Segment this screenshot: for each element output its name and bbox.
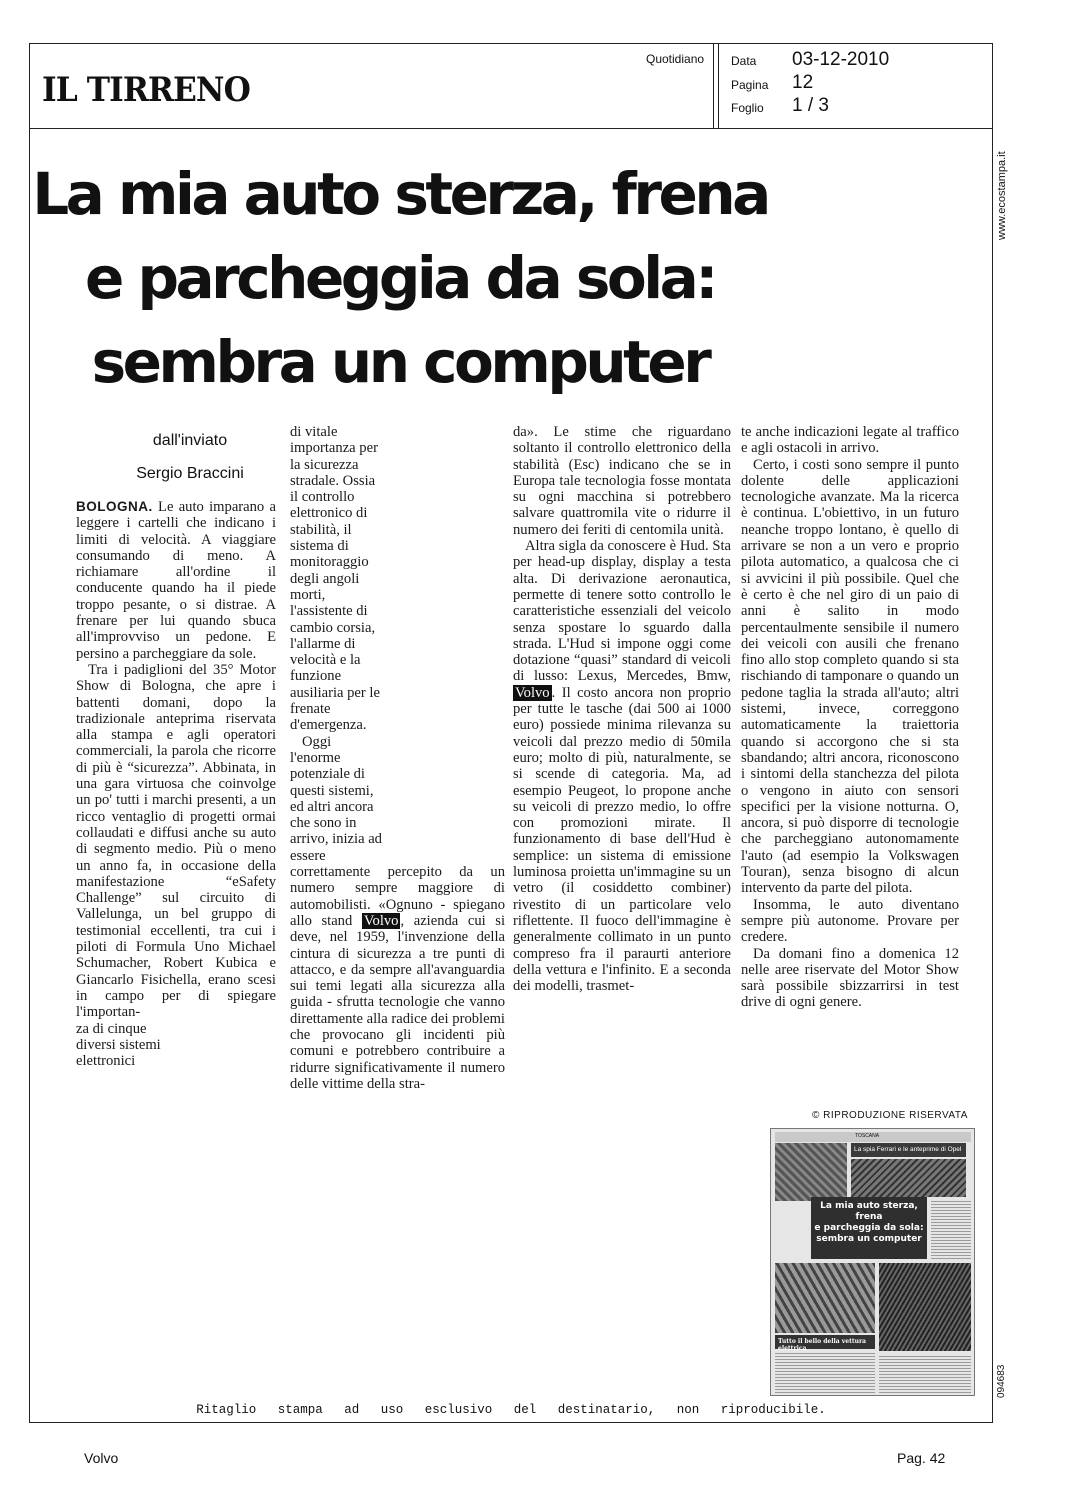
headline-line-2: e parcheggia da sola: [85, 244, 715, 312]
thumbnail-header-bar [775, 1132, 971, 1142]
meta-page-label: Pagina [731, 78, 769, 92]
thumbnail-headline-line: sembra un computer [816, 1234, 922, 1244]
byline-intro: dall'inviato [152, 432, 228, 449]
highlighted-keyword: Volvo [363, 912, 399, 929]
meta-sheet-label: Foglio [731, 101, 764, 115]
article-column-1 [76, 499, 276, 1069]
header-divider-v1 [713, 43, 714, 128]
paragraph-text: Le auto imparano a leggere i cartelli che indicano i limiti di velocità. A viaggiare consumando di meno. A richiamare all'ordine il conducente quando ha il piede troppo pesante, o si distrae. A frenare per lui quando sbuca all'improvviso un pedone. E persino a parcheggiare da sole. [76, 499, 276, 662]
paragraph: da». Le stime che riguardano soltanto il controllo elettronico della stabilità (Esc) indicano che se in Europa tale tecnologia fosse montata su ogni macchina si potrebbero salvare quattromila vite o ridurre il numero dei feriti di centomila unità. [513, 424, 731, 538]
thumbnail-text-block [879, 1355, 971, 1393]
meta-data-value: 03-12-2010 [792, 49, 890, 70]
thumbnail-photo [775, 1263, 875, 1333]
thumbnail-photo [879, 1263, 971, 1351]
sidebar-website: www.ecostampa.it [996, 151, 1008, 240]
meta-data-label: Data [731, 54, 757, 68]
dateline: BOLOGNA. [76, 499, 153, 514]
article-column-3 [513, 424, 731, 994]
highlighted-keyword: Volvo [515, 684, 550, 701]
paragraph: Da domani fino a domenica 12 nelle aree riservate del Motor Show sarà possibile sbizzarrirsi in test drive di ogni genere. [741, 945, 959, 1011]
paragraph-text: . Il costo ancora non proprio per tutte le tasche (dai 500 ai 1000 euro) possiede minima rilevanza su veicoli dal prezzo medio di 50mila euro; molto di più, naturalmente, se si scende di categoria. Ma, ad esempio Peugeot, lo propone anche su veicoli di prezzo medio, lo offre con promozioni mirate. Il funzionamento di base dell'Hud è semplice: un sistema di emissione luminosa proietta un'immagine su un vetro (il cosiddetto combiner) rivestito di un particolare velo riflettente. Il fuoco dell'immagine è generalmente collimato in un punto compreso fra il paraurti anteriore della vettura e l'infinito. E a seconda dei modelli, trasmet- [513, 684, 731, 995]
paragraph-narrow: Oggi l'enorme potenziale di questi sistemi, ed altri ancora che sono in arrivo, inizia ad essere [290, 733, 382, 864]
paragraph: Insomma, le auto diventano sempre più autonome. Provare per credere. [741, 896, 959, 946]
thumbnail-headline [811, 1197, 927, 1259]
thumbnail-banner: Tutto il bello della vettura elettrica [775, 1335, 875, 1349]
paragraph-narrow: di vitale importanza per la sicurezza stradale. Ossia il controllo elettronico di stabilità, il sistema di monitoraggio degli angoli morti, l'assistente di cambio corsia, l'allarme di velocità e la funzione ausiliaria per le frenate d'emergenza. [290, 424, 380, 734]
paragraph: Tra i padiglioni del 35° Motor Show di Bologna, che apre i battenti domani, dopo la tradizionale anteprima riservata alla stampa e agli operatori commerciali, la parola che ricorre di più è “sicurezza”. Abbinata, in una gara virtuosa che coinvolge un po' tutti i marchi presenti, a un ricco ventaglio di progetti ormai collaudati e diffusi anche su auto di segmento medio. Più o meno un anno fa, in occasione della manifestazione “eSafety Challenge” sul circuito di Vallelunga, un bel gruppo di testimonial eccellenti, tra cui i piloti di Formula Uno Michael Schumacher, Robert Kubica e Giancarlo Fisichella, erano scesi in campo per di spiegare l'importan- [76, 661, 276, 1021]
footer-page-number: Pag. 42 [897, 1450, 946, 1466]
thumbnail-headline-line: e parcheggia da sola: [814, 1223, 924, 1233]
headline [30, 152, 770, 404]
paragraph-text: , azienda cui si deve, nel 1959, l'invenzione della cintura di sicurezza a tre punti di attacco, e da sempre all'avanguardia sui temi legati alla sicurezza alla guida - sfrutta tecnologie che vanno direttamente alla radice dei problemi che provocano gli incidenti più comuni e potrebbero contribuire a ridurre significativamente il numero delle vittime della stra- [290, 912, 506, 1092]
page-thumbnail [770, 1128, 975, 1396]
paragraph: te anche indicazioni legate al traffico e agli ostacoli in arrivo. [741, 424, 959, 457]
meta-sheet-value: 1 / 3 [792, 95, 829, 116]
copyright-notice: © RIPRODUZIONE RISERVATA [812, 1110, 968, 1121]
article-column-4 [741, 424, 959, 1011]
header-divider-v2 [718, 43, 719, 128]
header-divider [29, 128, 993, 129]
paragraph-tail: za di cinque diversi sistemi elettronici [76, 1020, 161, 1070]
headline-line-3: sembra un computer [91, 328, 709, 396]
sidebar-code: 094683 [996, 1364, 1007, 1398]
article-column-2 [290, 424, 505, 1092]
paragraph [513, 538, 731, 994]
thumbnail-section: TOSCANA [855, 1133, 880, 1139]
paragraph [290, 864, 505, 1092]
thumbnail-headline-line: La mia auto sterza, frena [820, 1201, 918, 1222]
byline-author: Sergio Braccini [136, 465, 244, 482]
thumbnail-photo [851, 1159, 966, 1197]
masthead: IL TIRRENO [42, 70, 250, 110]
footer-client: Volvo [84, 1450, 119, 1466]
paragraph [76, 499, 276, 662]
clipping-notice: Ritaglio stampa ad uso esclusivo del destinatario, non riproducibile. [196, 1403, 826, 1417]
publication-type: Quotidiano [646, 52, 705, 66]
thumbnail-banner: La spia Ferrari e le anteprime di Opel [851, 1143, 966, 1157]
paragraph-text: correttamente percepito da un numero sempre maggiore di automobilisti. «Ognuno - spiegano allo stand [290, 864, 505, 929]
paragraph-text: Altra sigla da conoscere è Hud. Sta per head-up display, display a testa alta. Di derivazione aeronautica, permette di tenere sotto controllo le caratteristiche essenziali del veicolo senza spostare lo sguardo dalla strada. L'Hud si impone oggi come dotazione “quasi” standard di veicoli di lusso: Lexus, Mercedes, Bmw, [513, 538, 731, 685]
meta-page-value: 12 [792, 72, 814, 93]
thumbnail-text-block [775, 1353, 875, 1393]
thumbnail-photo [775, 1143, 847, 1201]
thumbnail-text-block [931, 1199, 971, 1259]
headline-line-1: La mia auto sterza, frena [32, 160, 768, 228]
paragraph: Certo, i costi sono sempre il punto dolente delle applicazioni tecnologiche avanzate. Ma la ricerca è continua. L'obiettivo, in un futuro neanche troppo lontano, è quello di arrivare se non a un vero e proprio pilota automatico, a qualcosa che ci si avvicini il più possibile. Quel che è certo è che nel giro di un paio di anni è salito in modo percentaulmente sensibile il numero dei veicoli con ausili che frenano fino allo stop completo quando si sta rischiando di tamponare o quando un pedone taglia la strada all'auto; altri sistemi, invece, correggono automaticamente la traiettoria quando si accorgono che si sta sbandando; altri ancora, riconoscono i sintomi della stanchezza del pilota o vengono in aiuto con sensori specifici per la visione notturna. O, ancora, si può disporre di tecnologie che parcheggiano autonomamente l'auto (ad esempio la Volkswagen Touran), senza bisogno di alcun intervento da parte del pilota. [741, 456, 959, 897]
